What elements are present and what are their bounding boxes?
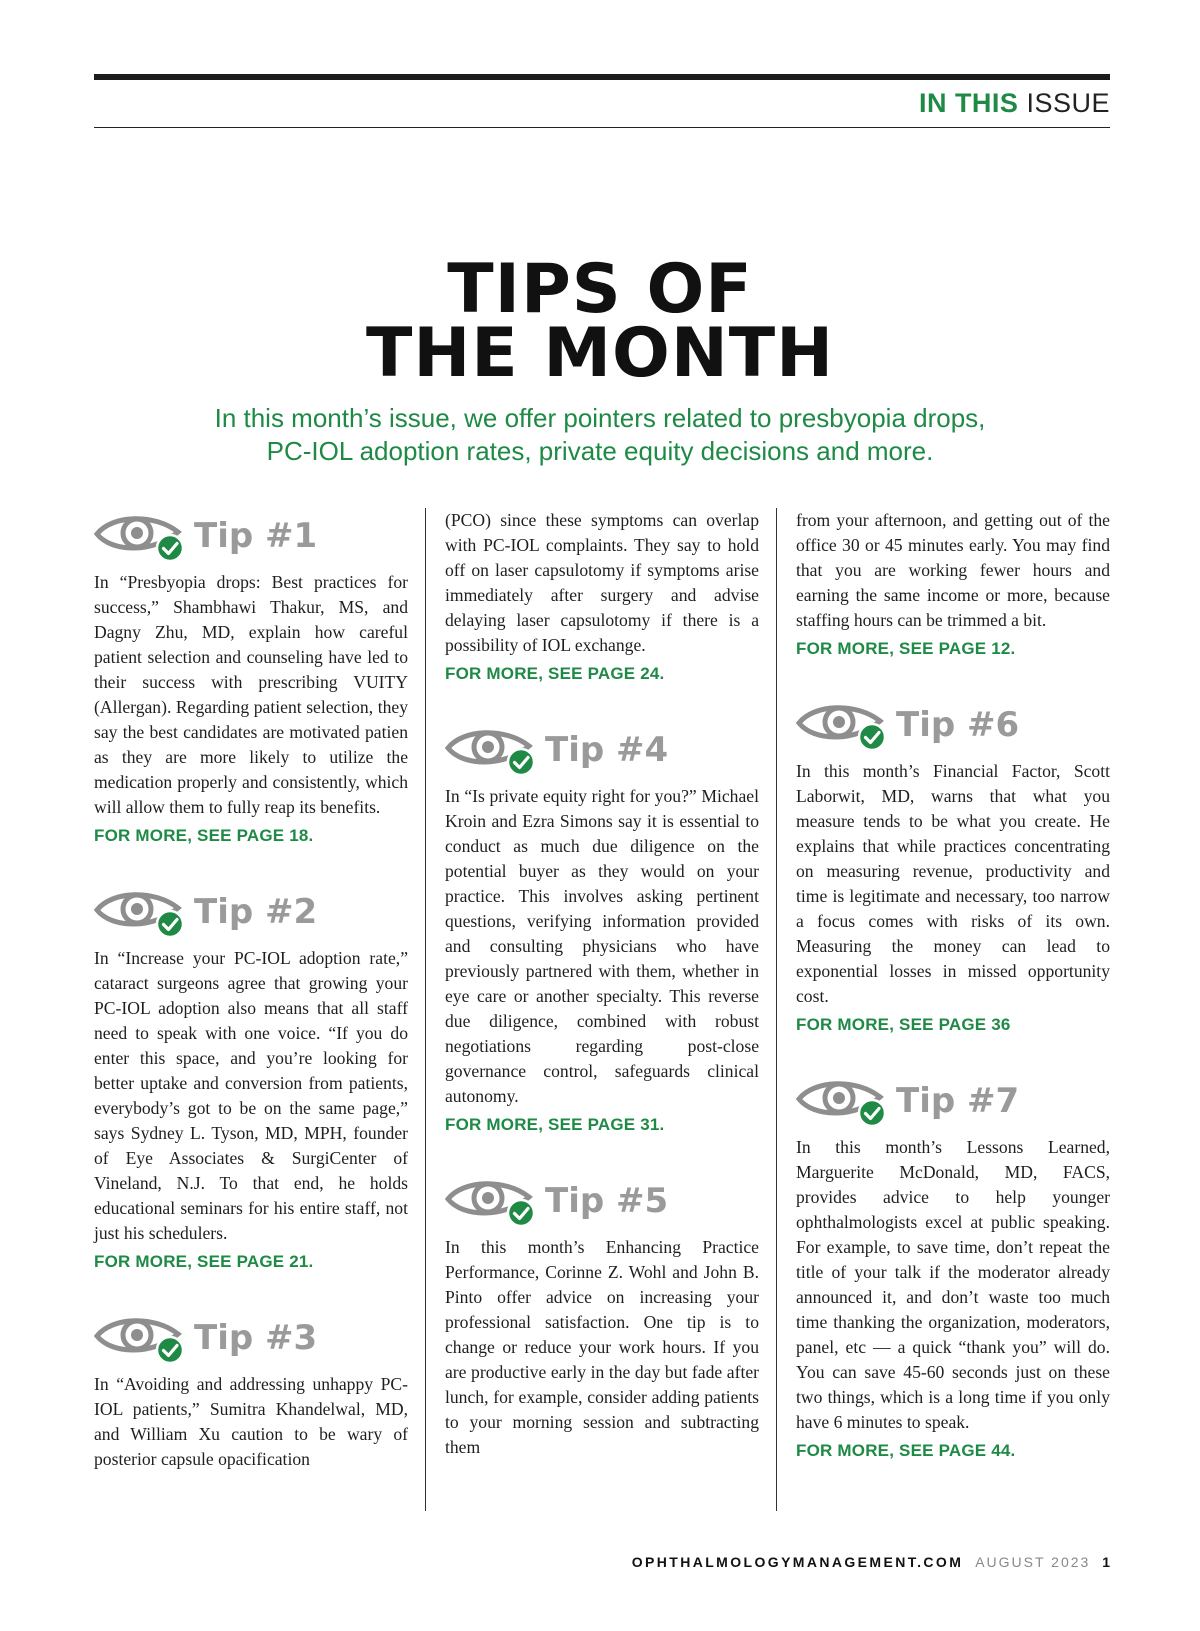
tip-body: In “Increase your PC-IOL adoption rate,” cataract surgeons agree that growing your PC-IOL adoption also means that all staff need to speak with one voice. “If you do enter this space, and you’re looking for better uptake and conversion from patients, everybody’s got to be on the same page,” says Sydney L. Tyson, MD, MPH, founder of Eye Associates & SurgiCenter of Vineland, N.J. To that end, he holds educational seminars for his entire staff, not just his schedulers. bbox=[94, 948, 408, 1243]
tip-body: In this month’s Lessons Learned, Marguerite McDonald, MD, FACS, provides advice to help younger ophthalmologists excel at public speaking. For example, to save time, don’t repeat the title of your talk if the moderator already announced it, and don’t waste too much time thanking the organization, moderators, panel, etc — a quick “thank you” will do. You can save 45-60 seconds just on these two things, which is a long time if you only have 6 minutes to speak. bbox=[796, 1137, 1110, 1432]
tip-title: Tip #5 bbox=[545, 1181, 669, 1221]
tip-3 bbox=[94, 1310, 408, 1472]
tip-header bbox=[796, 1073, 1110, 1129]
page-subtitle-line-2: PC-IOL adoption rates, private equity decisions and more. bbox=[266, 436, 934, 466]
tip-header bbox=[94, 884, 408, 940]
tip-body: In this month’s Financial Factor, Scott Laborwit, MD, warns that what you measure tends to be what you create. He explains that while practices concentrating on measuring revenue, productivity and time is legitimate and necessary, too narrow a focus comes with risks of its own. Measuring the money can lead to exponential losses in missed opportunity cost. bbox=[796, 761, 1110, 1006]
tip-4 bbox=[445, 722, 759, 1135]
page-title-line-1: TIPS OF bbox=[447, 250, 753, 329]
tip-title: Tip #1 bbox=[194, 516, 318, 556]
tip-5 bbox=[445, 1173, 759, 1460]
tip-2 bbox=[94, 884, 408, 1272]
tip-title: Tip #2 bbox=[194, 892, 318, 932]
see-page-link: FOR MORE, SEE PAGE 12. bbox=[796, 639, 1016, 658]
page-subtitle-line-1: In this month’s issue, we offer pointers related to presbyopia drops, bbox=[214, 403, 986, 433]
page-footer bbox=[632, 1554, 1110, 1570]
tip-3-continued bbox=[445, 508, 759, 684]
column-3 bbox=[796, 508, 1110, 1499]
footer-date: AUGUST 2023 bbox=[975, 1554, 1091, 1570]
column-2 bbox=[445, 508, 759, 1498]
page-number: 1 bbox=[1102, 1554, 1110, 1570]
eye-check-icon bbox=[445, 724, 539, 776]
footer-site: OPHTHALMOLOGYMANAGEMENT.COM bbox=[631, 1554, 964, 1570]
column-divider bbox=[425, 508, 426, 1511]
tip-body: In “Presbyopia drops: Best practices for success,” Shambhawi Thakur, MS, and Dagny Zhu, MD, explain how careful patient selection and counseling have led to their success with prescribing VUITY (Allergan). Regarding patient selection, they say the best candidates are motivated patien as they are more likely to utilize the medication properly and consistently, which will allow them to fully reap its benefits. bbox=[94, 572, 408, 817]
tip-5-continued bbox=[796, 508, 1110, 659]
see-page-link: FOR MORE, SEE PAGE 31. bbox=[445, 1115, 665, 1134]
tip-title: Tip #7 bbox=[896, 1081, 1020, 1121]
see-page-link: FOR MORE, SEE PAGE 24. bbox=[445, 664, 665, 683]
eye-check-icon bbox=[94, 1312, 188, 1364]
eye-check-icon bbox=[796, 699, 890, 751]
top-rule bbox=[94, 74, 1110, 80]
tip-title: Tip #3 bbox=[194, 1318, 318, 1358]
tip-header bbox=[94, 1310, 408, 1366]
page-title-line-2: THE MONTH bbox=[365, 314, 835, 393]
section-header-rest: ISSUE bbox=[1026, 88, 1110, 118]
column-divider bbox=[776, 508, 777, 1511]
see-page-link: FOR MORE, SEE PAGE 36 bbox=[796, 1015, 1011, 1034]
tip-body: In this month’s Enhancing Practice Performance, Corinne Z. Wohl and John B. Pinto offer advice on increasing your professional satisfaction. One tip is to change or reduce your work hours. If you are productive early in the day but fade after lunch, for example, consider adding patients to your morning session and subtracting them bbox=[445, 1237, 759, 1457]
tip-header bbox=[94, 508, 408, 564]
see-page-link: FOR MORE, SEE PAGE 21. bbox=[94, 1252, 314, 1271]
header-rule bbox=[94, 127, 1110, 128]
tip-6 bbox=[796, 697, 1110, 1035]
page-title bbox=[0, 250, 1200, 393]
column-1 bbox=[94, 508, 408, 1510]
tip-body: In “Is private equity right for you?” Michael Kroin and Ezra Simons say it is essential to conduct as much due diligence on the potential buyer as they would on your practice. This involves asking pertinent questions, verifying information provided and consulting physicians who have previously partnered with them, whether in eye care or another specialty. This reverse due diligence, combined with robust negotiations regarding post-close governance control, safeguards clinical autonomy. bbox=[445, 786, 759, 1106]
eye-check-icon bbox=[94, 510, 188, 562]
section-header bbox=[919, 88, 1110, 119]
eye-check-icon bbox=[445, 1175, 539, 1227]
tip-title: Tip #4 bbox=[545, 730, 669, 770]
tip-header bbox=[796, 697, 1110, 753]
tip-1 bbox=[94, 508, 408, 846]
tip-7 bbox=[796, 1073, 1110, 1461]
page-subtitle bbox=[0, 402, 1200, 468]
eye-check-icon bbox=[796, 1075, 890, 1127]
see-page-link: FOR MORE, SEE PAGE 18. bbox=[94, 826, 314, 845]
tip-header bbox=[445, 722, 759, 778]
tip-header bbox=[445, 1173, 759, 1229]
section-header-accent: IN THIS bbox=[918, 88, 1019, 118]
tip-body: (PCO) since these symptoms can overlap with PC-IOL complaints. They say to hold off on laser capsulotomy if symptoms arise immediately after surgery and advise delaying laser capsulotomy if there is a possibility of IOL exchange. bbox=[445, 510, 759, 655]
tip-title: Tip #6 bbox=[896, 705, 1020, 745]
tip-body: In “Avoiding and addressing unhappy PC-IOL patients,” Sumitra Khandelwal, MD, and William Xu caution to be wary of posterior capsule opacification bbox=[94, 1374, 408, 1469]
eye-check-icon bbox=[94, 886, 188, 938]
tip-body: from your afternoon, and getting out of the office 30 or 45 minutes early. You may find that you are working fewer hours and earning the same income or more, because staffing hours can be trimmed a bit. bbox=[796, 510, 1110, 630]
see-page-link: FOR MORE, SEE PAGE 44. bbox=[796, 1441, 1016, 1460]
